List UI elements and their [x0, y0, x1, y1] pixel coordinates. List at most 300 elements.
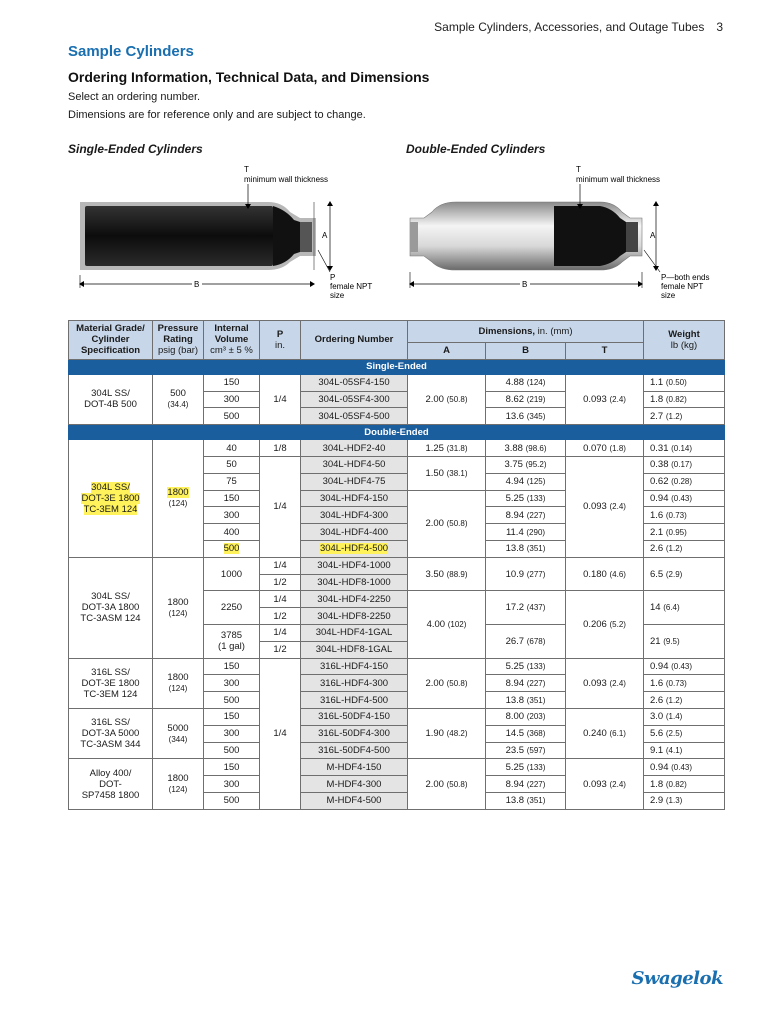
cell-text: 0.62	[650, 476, 669, 488]
a-cell	[408, 456, 486, 490]
running-header	[434, 20, 723, 34]
cell-text: 0.093	[583, 778, 607, 790]
cell-text: 1800	[167, 487, 189, 499]
cell-text: 316L SS/	[91, 717, 130, 729]
single-p-line2: female NPT	[330, 282, 373, 291]
cell-text: 0.180	[583, 568, 607, 580]
col-header-material	[69, 321, 153, 360]
col-header-ordering	[301, 321, 408, 360]
cell-text: (0.43)	[671, 762, 693, 772]
b-cell	[486, 440, 566, 457]
cell-text: 0.38	[650, 459, 669, 471]
volume-cell: 150	[204, 759, 260, 776]
cell-text: 1.50	[425, 467, 444, 479]
b-cell	[486, 374, 566, 391]
cell-text: 13.8	[505, 694, 525, 706]
cell-text: 500	[223, 543, 240, 555]
cell-text: (597)	[526, 745, 546, 755]
weight-cell	[644, 540, 725, 557]
cell-text: (344)	[168, 734, 188, 744]
b-cell	[486, 759, 566, 776]
b-cell	[486, 507, 566, 524]
band-double-ended: Double-Ended	[69, 425, 725, 440]
cell-text: TC-3EM 124	[83, 503, 138, 515]
section-title: Sample Cylinders	[68, 43, 194, 60]
volume-cell: 300	[204, 675, 260, 692]
cell-text: TC-3ASM 124	[80, 613, 141, 625]
cell-text: (290)	[526, 527, 546, 537]
cell-text: (2.5)	[665, 729, 683, 739]
cell-text: 1.90	[425, 728, 444, 740]
cell-text: (4.6)	[609, 569, 626, 579]
col-header-weight	[644, 321, 725, 360]
cell-text: (6.4)	[663, 603, 680, 613]
material-cell	[69, 557, 153, 658]
ordering-number: 316L-50DF4-300	[301, 725, 408, 742]
pressure-cell	[153, 759, 204, 809]
cell-text: (124)	[526, 378, 546, 388]
ordering-number: 316L-HDF4-500	[301, 692, 408, 709]
weight-cell	[644, 524, 725, 541]
cell-text: 8.94	[505, 778, 525, 790]
single-b-label: B	[194, 280, 200, 289]
p-cell: 1/8	[260, 440, 301, 457]
cell-text: 2.9	[650, 795, 664, 807]
ordering-number: 304L-HDF4-1000	[301, 557, 408, 574]
cell-text: Material Grade/ Cylinder Specification	[76, 323, 145, 357]
cell-text: (0.73)	[665, 510, 687, 520]
volume-cell: 50	[204, 456, 260, 473]
cell-text: 1.8	[650, 778, 664, 790]
cell-text: 3785	[220, 630, 243, 642]
cell-text: 304L SS/	[91, 591, 130, 603]
single-a-label: A	[322, 231, 328, 240]
cell-text: 9.1	[650, 744, 664, 756]
intro-line-2: Dimensions are for reference only and are subject to change.	[68, 109, 366, 121]
volume-cell: 150	[204, 490, 260, 507]
cell-text: Internal Volume	[214, 323, 249, 346]
material-cell-highlighted	[69, 440, 153, 558]
a-cell	[408, 374, 486, 424]
cell-text: SP7458 1800	[81, 789, 140, 801]
pressure-cell	[153, 557, 204, 658]
volume-cell: 500	[204, 792, 260, 809]
b-cell	[486, 591, 566, 625]
ordering-number: 304L-HDF4-50	[301, 456, 408, 473]
volume-cell: 75	[204, 473, 260, 490]
weight-cell	[644, 725, 725, 742]
cell-text: (2.4)	[609, 678, 626, 688]
cell-text: (0.82)	[665, 394, 687, 404]
cell-text: (0.17)	[671, 460, 693, 470]
single-ended-figure-title: Single-Ended Cylinders	[68, 142, 203, 156]
volume-cell: 40	[204, 440, 260, 457]
b-cell	[486, 792, 566, 809]
p-cell: 1/4	[260, 374, 301, 424]
a-cell	[408, 708, 486, 758]
ordering-number: 304L-HDF4-400	[301, 524, 408, 541]
cell-text: (124)	[168, 785, 188, 795]
cell-text: psig (bar)	[157, 345, 199, 357]
cell-text: 2.00	[425, 518, 444, 530]
material-cell	[69, 658, 153, 708]
cell-text: (0.28)	[671, 477, 693, 487]
cell-text: (2.4)	[609, 394, 626, 404]
cell-text: 5.25	[505, 761, 525, 773]
cell-text: 0.31	[650, 442, 669, 454]
cell-text: 2.00	[425, 677, 444, 689]
table-body	[69, 359, 725, 809]
b-cell	[486, 675, 566, 692]
cell-text: 8.00	[505, 711, 525, 723]
cell-text: (133)	[526, 762, 546, 772]
cell-text: (345)	[526, 411, 546, 421]
weight-cell	[644, 692, 725, 709]
cell-text: 0.94	[650, 492, 669, 504]
ordering-number: 316L-50DF4-150	[301, 708, 408, 725]
material-cell	[69, 374, 153, 424]
cell-text: 0.206	[583, 618, 607, 630]
col-header-t: T	[566, 343, 644, 360]
cell-text: cm³ ± 5 %	[210, 345, 253, 357]
cell-text: (102)	[447, 619, 467, 629]
cell-text: 3.75	[504, 459, 523, 471]
weight-cell	[644, 708, 725, 725]
pressure-cell-highlighted	[153, 440, 204, 558]
single-t-label: T	[244, 165, 249, 174]
weight-cell	[644, 675, 725, 692]
t-cell	[566, 557, 644, 591]
single-p-line1: P	[330, 273, 336, 282]
b-cell	[486, 473, 566, 490]
weight-cell	[644, 658, 725, 675]
col-header-dimensions	[408, 321, 644, 343]
t-cell	[566, 759, 644, 809]
cell-text: 13.6	[505, 410, 525, 422]
cell-text: 2.6	[650, 694, 664, 706]
cell-text: (124)	[168, 608, 188, 618]
cell-text: (50.8)	[446, 394, 468, 404]
ordering-number: 304L-HDF4-1GAL	[301, 624, 408, 641]
cell-text: 304L-HDF4-500	[319, 543, 389, 555]
ordering-number: 304L-HDF2-40	[301, 440, 408, 457]
weight-cell	[644, 456, 725, 473]
cell-text: 3.50	[425, 568, 444, 580]
cell-text: 0.093	[583, 501, 607, 513]
single-t-desc: minimum wall thickness	[244, 175, 329, 184]
ordering-table	[68, 320, 725, 810]
t-cell	[566, 591, 644, 658]
double-t-desc: minimum wall thickness	[576, 175, 661, 184]
cell-text: 1.6	[650, 677, 664, 689]
b-cell	[486, 742, 566, 759]
ordering-number: 304L-HDF4-75	[301, 473, 408, 490]
t-cell	[566, 658, 644, 708]
ordering-number: M-HDF4-300	[301, 776, 408, 793]
cell-text: 1800	[167, 773, 189, 785]
cell-text: 5.25	[505, 660, 525, 672]
cell-text: (0.82)	[665, 779, 687, 789]
cell-text: (277)	[526, 569, 546, 579]
ordering-number: 316L-HDF4-300	[301, 675, 408, 692]
cell-text: (227)	[526, 779, 546, 789]
cell-text: 1.1	[650, 377, 664, 389]
cell-text: (133)	[526, 493, 546, 503]
ordering-number: 304L-HDF8-1000	[301, 574, 408, 591]
weight-cell	[644, 507, 725, 524]
double-t-label: T	[576, 165, 581, 174]
cell-text: (1.4)	[665, 712, 683, 722]
volume-cell: 300	[204, 776, 260, 793]
cell-text: 5000	[167, 722, 189, 734]
weight-cell	[644, 792, 725, 809]
cell-text: (2.4)	[609, 779, 626, 789]
b-cell	[486, 692, 566, 709]
pressure-cell	[153, 374, 204, 424]
page-subtitle: Ordering Information, Technical Data, and Dimensions	[68, 69, 430, 85]
cell-text: P	[276, 328, 284, 340]
material-cell	[69, 708, 153, 758]
cell-text: (31.8)	[446, 443, 468, 453]
b-cell	[486, 725, 566, 742]
cell-text: Ordering Number	[314, 334, 394, 346]
cell-text: 2.7	[650, 410, 664, 422]
cell-text: Weight	[668, 328, 700, 340]
cell-text: 2.00	[425, 393, 444, 405]
volume-cell: 300	[204, 507, 260, 524]
ordering-number: 304L-05SF4-150	[301, 374, 408, 391]
cell-text: 13.8	[505, 543, 525, 555]
volume-cell: 500	[204, 408, 260, 425]
cell-text: (1 gal)	[218, 641, 245, 653]
p-cell: 1/4	[260, 591, 301, 608]
ordering-number: M-HDF4-150	[301, 759, 408, 776]
weight-cell	[644, 776, 725, 793]
cell-text: (0.73)	[665, 678, 687, 688]
cell-text: TC-3ASM 344	[80, 739, 141, 751]
cell-text: (98.6)	[525, 443, 547, 453]
t-cell	[566, 374, 644, 424]
col-header-volume	[204, 321, 260, 360]
cell-text: in. (mm)	[537, 326, 573, 337]
cell-text: 14.5	[505, 728, 525, 740]
cell-text: (88.9)	[446, 569, 468, 579]
double-ended-cylinder-diagram	[404, 160, 724, 305]
ordering-number: 304L-HDF8-2250	[301, 608, 408, 625]
a-cell	[408, 759, 486, 809]
cell-text: 14	[650, 602, 661, 614]
cell-text: (50.8)	[446, 678, 468, 688]
cell-text: (2.4)	[609, 502, 626, 512]
cell-text: 8.62	[505, 393, 525, 405]
a-cell	[408, 557, 486, 591]
cell-text: (227)	[526, 510, 546, 520]
p-cell: 1/4	[260, 624, 301, 641]
double-a-label: A	[650, 231, 656, 240]
volume-cell-highlighted	[204, 540, 260, 557]
cell-text: Alloy 400/	[89, 767, 132, 779]
cell-text: (351)	[526, 695, 546, 705]
cell-text: (678)	[526, 636, 546, 646]
cell-text: (0.95)	[665, 527, 687, 537]
cell-text: (6.1)	[609, 729, 626, 739]
ordering-number: 316L-50DF4-500	[301, 742, 408, 759]
cell-text: 0.240	[583, 728, 607, 740]
cell-text: 0.093	[583, 677, 607, 689]
col-header-pressure	[153, 321, 204, 360]
double-p-line3: size	[661, 291, 676, 300]
cell-text: 1800	[167, 672, 189, 684]
cell-text: TC-3EM 124	[83, 688, 138, 700]
cell-text: (34.4)	[167, 400, 189, 410]
volume-cell: 300	[204, 725, 260, 742]
p-cell: 1/2	[260, 574, 301, 591]
cell-text: (0.43)	[671, 661, 693, 671]
volume-cell: 300	[204, 391, 260, 408]
volume-cell: 150	[204, 658, 260, 675]
cell-text: 1.6	[650, 509, 664, 521]
ordering-number: M-HDF4-500	[301, 792, 408, 809]
volume-cell: 500	[204, 692, 260, 709]
cell-text: 2.00	[425, 778, 444, 790]
cell-text: 304L SS/	[91, 481, 130, 493]
a-cell	[408, 591, 486, 658]
p-cell: 1/4	[260, 557, 301, 574]
cell-text: (133)	[526, 661, 546, 671]
cell-text: 304L SS/	[91, 388, 130, 400]
ordering-number: 304L-HDF4-150	[301, 490, 408, 507]
b-cell	[486, 557, 566, 591]
cell-text: (4.1)	[665, 745, 683, 755]
cell-text: DOT-3A 5000	[81, 728, 140, 740]
cell-text: (203)	[526, 712, 546, 722]
ordering-number: 304L-HDF8-1GAL	[301, 641, 408, 658]
volume-cell: 2250	[204, 591, 260, 625]
cell-text: 23.5	[505, 744, 525, 756]
pressure-cell	[153, 708, 204, 758]
cell-text: 3.88	[504, 442, 523, 454]
ordering-number: 304L-05SF4-500	[301, 408, 408, 425]
cell-text: Pressure Rating	[157, 323, 199, 346]
cell-text: (50.8)	[446, 779, 468, 789]
b-cell	[486, 624, 566, 658]
a-cell	[408, 658, 486, 708]
b-cell	[486, 408, 566, 425]
cell-text: Dimensions,	[478, 326, 536, 337]
volume-cell: 500	[204, 742, 260, 759]
cell-text: 0.070	[583, 442, 607, 454]
cell-text: 4.88	[505, 377, 525, 389]
running-title: Sample Cylinders, Accessories, and Outage Tubes	[434, 20, 705, 34]
cell-text: (1.2)	[665, 544, 683, 554]
cell-text: 2.6	[650, 543, 664, 555]
cell-text: (50.8)	[446, 519, 468, 529]
t-cell	[566, 456, 644, 557]
col-header-p	[260, 321, 301, 360]
cell-text: 10.9	[505, 568, 525, 580]
t-cell	[566, 708, 644, 758]
p-cell: 1/4	[260, 456, 301, 557]
cell-text: (9.5)	[663, 636, 680, 646]
volume-cell: 1000	[204, 557, 260, 591]
cell-text: (0.14)	[671, 443, 693, 453]
cell-text: DOT-	[99, 778, 122, 790]
b-cell	[486, 456, 566, 473]
cell-text: (1.3)	[665, 796, 683, 806]
ordering-number: 304L-HDF4-300	[301, 507, 408, 524]
volume-cell: 150	[204, 708, 260, 725]
weight-cell	[644, 408, 725, 425]
cell-text: (1.8)	[609, 443, 626, 453]
cell-text: DOT-3E 1800	[81, 492, 140, 504]
weight-cell	[644, 440, 725, 457]
volume-cell: 150	[204, 374, 260, 391]
cell-text: (219)	[526, 394, 546, 404]
double-b-label: B	[522, 280, 528, 289]
cell-text: 5.25	[505, 492, 525, 504]
cell-text: 2.1	[650, 526, 664, 538]
cell-text: 4.94	[505, 476, 525, 488]
weight-cell	[644, 473, 725, 490]
p-cell: 1/2	[260, 641, 301, 658]
cell-text: 4.00	[426, 618, 446, 630]
cell-text: 26.7	[505, 635, 525, 647]
page-number: 3	[716, 20, 723, 34]
weight-cell	[644, 624, 725, 658]
cell-text: (351)	[526, 544, 546, 554]
cell-text: 1.25	[425, 442, 444, 454]
cell-text: 21	[650, 635, 661, 647]
cell-text: (368)	[526, 729, 546, 739]
cell-text: 6.5	[650, 568, 664, 580]
weight-cell	[644, 591, 725, 625]
cell-text: (38.1)	[446, 468, 468, 478]
cell-text: (1.2)	[665, 411, 683, 421]
cell-text: 0.94	[650, 660, 669, 672]
cell-text: (437)	[526, 603, 546, 613]
col-header-b: B	[486, 343, 566, 360]
cell-text: (95.2)	[525, 460, 547, 470]
cell-text: DOT-3E 1800	[81, 677, 140, 689]
band-single-ended: Single-Ended	[69, 359, 725, 374]
p-cell: 1/4	[260, 658, 301, 809]
single-p-line3: size	[330, 291, 345, 300]
a-cell	[408, 490, 486, 557]
weight-cell	[644, 557, 725, 591]
weight-cell	[644, 490, 725, 507]
cell-text: 8.94	[505, 677, 525, 689]
cell-text: 1.8	[650, 393, 664, 405]
material-cell	[69, 759, 153, 809]
volume-cell: 400	[204, 524, 260, 541]
cell-text: (1.2)	[665, 695, 683, 705]
cell-text: (48.2)	[446, 729, 468, 739]
col-header-a: A	[408, 343, 486, 360]
cell-text: (351)	[526, 796, 546, 806]
p-cell: 1/2	[260, 608, 301, 625]
t-cell	[566, 440, 644, 457]
cell-text: 13.8	[505, 795, 525, 807]
cell-text: lb (kg)	[670, 339, 698, 351]
cell-text: (124)	[168, 684, 188, 694]
weight-cell	[644, 742, 725, 759]
cell-text: DOT-3A 1800	[81, 602, 140, 614]
cell-text: DOT-4B 500	[84, 399, 137, 411]
cell-text: 17.2	[505, 602, 525, 614]
weight-cell	[644, 759, 725, 776]
intro-line-1: Select an ordering number.	[68, 91, 201, 103]
cell-text: 500	[170, 388, 186, 400]
